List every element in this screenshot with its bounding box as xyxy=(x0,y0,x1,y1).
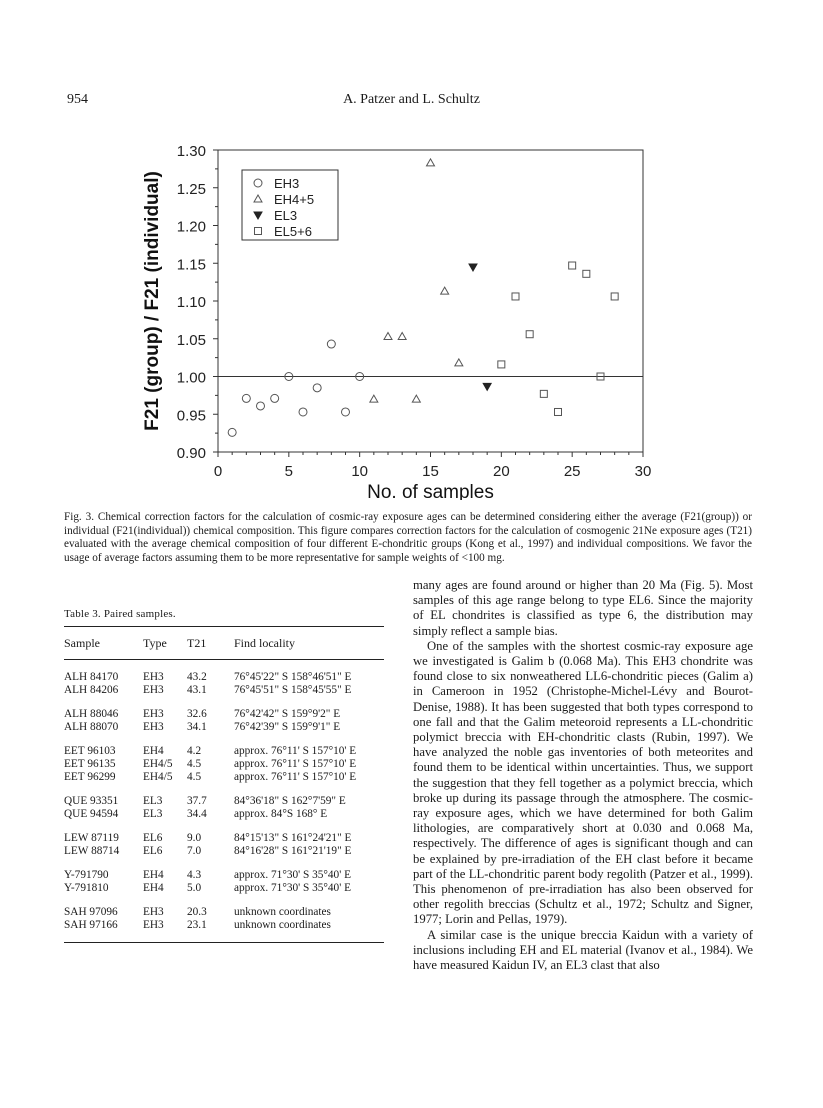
cell-t21: 34.4 xyxy=(187,808,207,820)
cell-type: EH4/5 xyxy=(143,758,173,770)
column-header-sample: Sample xyxy=(64,636,100,650)
data-point-eh3 xyxy=(299,408,307,416)
cell-type: EH3 xyxy=(143,671,164,683)
column-header-find-locality: Find locality xyxy=(234,636,295,650)
data-point-el5-6 xyxy=(611,293,618,300)
data-point-el3 xyxy=(483,383,491,390)
cell-find-locality: 76°45'51" S 158°45'55" E xyxy=(234,684,352,696)
data-point-el3 xyxy=(469,264,477,271)
cell-sample: Y-791810 xyxy=(64,882,109,894)
data-point-el5-6 xyxy=(498,361,505,368)
table-body xyxy=(64,660,384,943)
y-tick-label: 1.20 xyxy=(176,218,206,236)
table-row xyxy=(64,882,384,895)
cell-sample: SAH 97166 xyxy=(64,919,143,943)
figure-3 xyxy=(0,130,823,500)
cell-t21: 4.5 xyxy=(187,771,202,783)
data-point-eh3 xyxy=(242,394,250,402)
y-tick-label: 1.05 xyxy=(176,331,206,349)
data-point-eh3 xyxy=(271,394,279,402)
data-point-el5-6 xyxy=(512,293,519,300)
y-axis-label: F21 (group) / F21 (individual) xyxy=(142,171,163,431)
cell-find-locality: 84°16'28" S 161°21'19" E xyxy=(234,845,352,857)
y-tick-label: 1.15 xyxy=(176,256,206,274)
x-axis-label: No. of samples xyxy=(367,482,494,500)
legend-label: EL3 xyxy=(274,208,298,223)
table-row xyxy=(64,821,384,845)
table-row xyxy=(64,771,384,784)
table-row xyxy=(64,808,384,821)
cell-t21: 7.0 xyxy=(187,845,202,857)
cell-find-locality: approx. 71°30' S 35°40' E xyxy=(234,882,351,894)
data-point-eh4-5 xyxy=(370,395,378,402)
x-tick-label: 30 xyxy=(634,463,652,480)
x-tick-label: 15 xyxy=(422,463,439,480)
cell-sample: EET 96103 xyxy=(64,745,116,757)
cell-find-locality: 76°42'42" S 159°9'2" E xyxy=(234,708,341,720)
column-header-type: Type xyxy=(143,636,167,650)
figure-caption-label: Fig. 3. xyxy=(64,511,95,523)
cell-type: EH3 xyxy=(143,721,164,733)
data-point-eh3 xyxy=(313,384,321,392)
x-tick-label: 20 xyxy=(492,463,510,480)
cell-sample: LEW 88714 xyxy=(64,845,120,857)
cell-find-locality: unknown coordinates xyxy=(234,919,384,943)
body-paragraph: One of the samples with the shortest cosmic-ray exposure age we investigated is Galim b (0.068 Ma). This EH3 chondrite was found close to six nonweathered LL6-chondritic pieces (Galim a) in Cameroon in 1952 (Christophe-Michel-Lévy and Bourot-Denise, 1988). It has been suggested that both types correspond to one fall and that the Galim meteoroid represents a LL-chondritic polymict breccia with EH-chondritic clasts (Rubin, 1997). We have analyzed the noble gas inventories of both meteorites and found them to be identical within uncertainties. Thus, we support the suggestion that they fell together as a polymict breccia, which broke up during its passage through the atmosphere. The cosmic-ray exposure ages, which we have determined for both Galim lithologies, are comparatively short at 0.030 and 0.068 Ma, respectively. The difference of ages is significant though and can be explained by pre-irradiation of the EH clast before it became part of the LL-chondritic parent body regolith (Patzer et al., 1999). This phenomenon of pre-irradiation has also been observed for other regolith breccias (Schultz et al., 1972; Schultz and Signer, 1977; Lorin and Pellas, 1979). xyxy=(413,638,753,927)
cell-sample: EET 96135 xyxy=(64,758,116,770)
figure-caption xyxy=(64,511,752,565)
cell-find-locality: approx. 76°11' S 157°10' E xyxy=(234,771,357,783)
cell-t21: 34.1 xyxy=(187,721,207,733)
cell-sample: EET 96299 xyxy=(64,771,116,783)
cell-t21: 4.2 xyxy=(187,745,202,757)
cell-type: EL3 xyxy=(143,795,163,807)
cell-sample: QUE 93351 xyxy=(64,795,119,807)
cell-find-locality: approx. 71°30' S 35°40' E xyxy=(234,869,351,881)
cell-type: EH4 xyxy=(143,745,164,757)
cell-t21: 43.2 xyxy=(187,671,207,683)
data-point-eh4-5 xyxy=(455,359,463,366)
cell-t21: 5.0 xyxy=(187,882,202,894)
cell-sample: Y-791790 xyxy=(64,869,109,881)
cell-t21: 4.3 xyxy=(187,869,202,881)
figure-caption-text: Chemical correction factors for the calculation of cosmic-ray exposure ages can be determined considering either the average (F21(group)) or individual (F21(individual)) chemical composition. This figure compares correction factors for the calculation of cosmogenic 21Ne exposure ages (T21) evaluated with the average chemical composition of four different E-chondritic groups (Kong et al., 1997) and individual compositions. We favor the usage of average factors assuming them to be more representative for sample weights of <100 mg. xyxy=(64,511,753,564)
cell-type: EH3 xyxy=(143,684,164,696)
x-tick-label: 25 xyxy=(563,463,581,480)
scatter-chart xyxy=(0,130,823,500)
y-tick-label: 1.10 xyxy=(176,294,206,311)
y-tick-label: 1.25 xyxy=(176,180,206,198)
cell-find-locality: approx. 76°11' S 157°10' E xyxy=(234,758,357,770)
cell-t21: 37.7 xyxy=(187,795,207,807)
cell-find-locality: unknown coordinates xyxy=(234,906,331,918)
table-row xyxy=(64,895,384,919)
paired-samples-table xyxy=(64,626,384,943)
x-tick-label: 5 xyxy=(284,463,294,480)
table-row xyxy=(64,684,384,697)
cell-find-locality: approx. 76°11' S 157°10' E xyxy=(234,745,357,757)
cell-sample: ALH 88046 xyxy=(64,708,119,720)
data-point-eh3 xyxy=(257,402,265,410)
cell-type: EH3 xyxy=(143,906,164,918)
page-number: 954 xyxy=(67,92,88,107)
data-point-eh4-5 xyxy=(384,332,392,339)
data-point-eh4-5 xyxy=(398,332,406,339)
y-tick-label: 1.00 xyxy=(176,369,206,387)
body-paragraph: many ages are found around or higher than 20 Ma (Fig. 5). Most samples of this age range belong to type EL6. Since the majority of EL chondrites is classified as type 6, the distribution may simply reflect a sample bias. xyxy=(413,578,753,638)
cell-sample: ALH 88070 xyxy=(64,721,119,733)
cell-type: EL6 xyxy=(143,845,163,857)
body-text-column xyxy=(413,578,753,973)
paired-samples-table-block xyxy=(64,596,384,943)
table-row xyxy=(64,784,384,808)
cell-sample: ALH 84206 xyxy=(64,684,119,696)
table-row xyxy=(64,919,384,943)
cell-sample: LEW 87119 xyxy=(64,832,119,844)
y-tick-label: 0.95 xyxy=(176,407,206,425)
column-header-t21: T21 xyxy=(187,636,207,650)
table-row xyxy=(64,734,384,758)
table-row xyxy=(64,660,384,685)
cell-type: EH3 xyxy=(143,919,187,943)
cell-find-locality: 84°36'18" S 162°7'59" E xyxy=(234,795,346,807)
data-point-eh3 xyxy=(342,408,350,416)
cell-type: EH4/5 xyxy=(143,771,173,783)
cell-sample: QUE 94594 xyxy=(64,808,119,820)
cell-type: EL6 xyxy=(143,832,163,844)
cell-find-locality: approx. 84°S 168° E xyxy=(234,808,328,820)
data-point-el5-6 xyxy=(583,270,590,277)
cell-t21: 20.3 xyxy=(187,906,207,918)
data-point-el5-6 xyxy=(540,390,547,397)
cell-find-locality: 76°45'22" S 158°46'51" E xyxy=(234,671,352,683)
data-point-eh3 xyxy=(228,428,236,436)
cell-type: EH4 xyxy=(143,869,164,881)
table-row xyxy=(64,858,384,882)
cell-t21: 23.1 xyxy=(187,919,234,943)
cell-find-locality: 76°42'39" S 159°9'1" E xyxy=(234,721,341,733)
data-point-eh4-5 xyxy=(427,159,435,166)
y-tick-label: 0.90 xyxy=(176,445,206,462)
table-caption: Table 3. Paired samples. xyxy=(64,608,176,620)
running-head: A. Patzer and L. Schultz xyxy=(343,92,480,107)
legend-label: EH4+5 xyxy=(274,192,315,207)
cell-type: EH3 xyxy=(143,708,164,720)
cell-sample: SAH 97096 xyxy=(64,906,118,918)
data-point-eh4-5 xyxy=(441,287,449,294)
cell-sample: ALH 84170 xyxy=(64,671,119,683)
table-row xyxy=(64,845,384,858)
cell-type: EH4 xyxy=(143,882,164,894)
table-row xyxy=(64,721,384,734)
data-point-el5-6 xyxy=(569,262,576,269)
table-row xyxy=(64,758,384,771)
cell-t21: 32.6 xyxy=(187,708,207,720)
table-row xyxy=(64,697,384,721)
cell-t21: 43.1 xyxy=(187,684,207,696)
cell-t21: 9.0 xyxy=(187,832,202,844)
y-tick-label: 1.30 xyxy=(176,143,206,160)
data-point-eh4-5 xyxy=(412,395,420,402)
cell-find-locality: 84°15'13" S 161°24'21" E xyxy=(234,832,352,844)
x-tick-label: 10 xyxy=(351,463,369,480)
body-paragraph: A similar case is the unique breccia Kaidun with a variety of inclusions including EH and EL material (Ivanov et al., 1984). We have measured Kaidun IV, an EL3 clast that also xyxy=(413,927,753,973)
data-point-eh3 xyxy=(327,340,335,348)
data-point-el5-6 xyxy=(526,331,533,338)
table-header-row xyxy=(64,627,384,660)
cell-type: EL3 xyxy=(143,808,163,820)
data-point-el5-6 xyxy=(555,408,562,415)
legend-label: EH3 xyxy=(274,176,300,191)
legend-label: EL5+6 xyxy=(274,224,312,239)
x-tick-label: 0 xyxy=(213,463,223,480)
cell-t21: 4.5 xyxy=(187,758,202,770)
